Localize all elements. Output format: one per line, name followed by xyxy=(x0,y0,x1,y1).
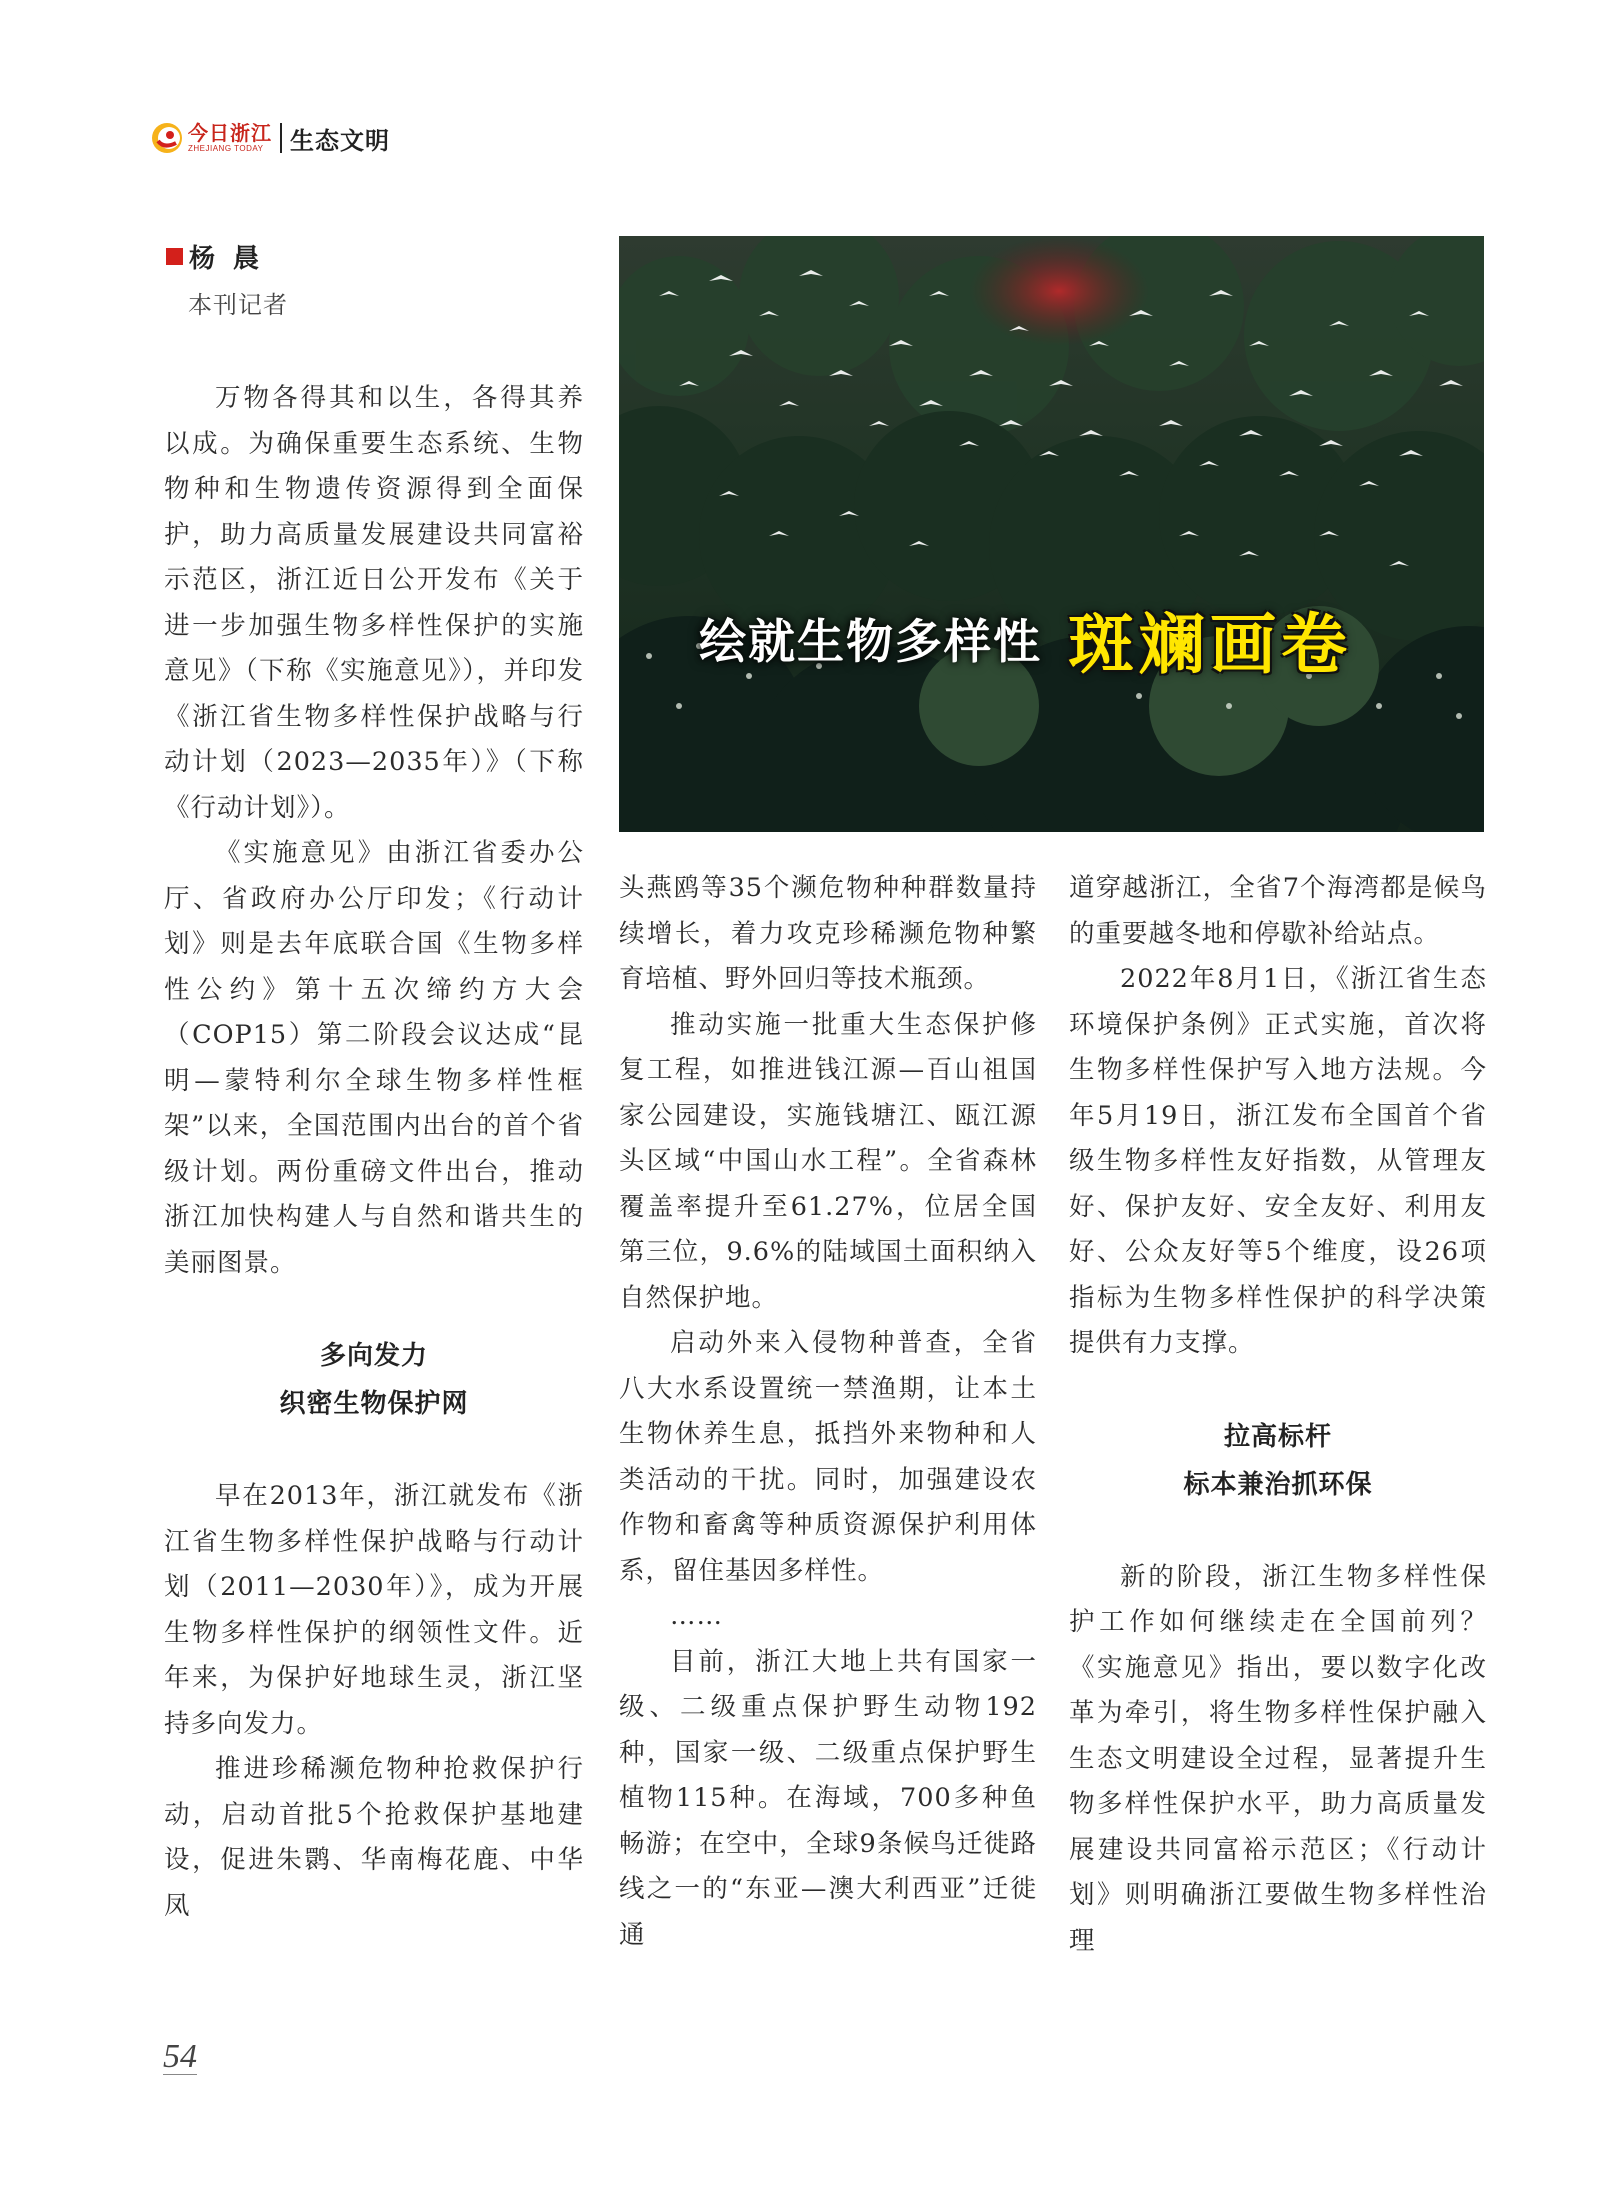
magazine-logo-icon xyxy=(150,121,184,155)
text-column-2 xyxy=(619,866,1037,1958)
paragraph: 新的阶段，浙江生物多样性保护工作如何继续走在全国前列？《实施意见》指出，要以数字化改革为牵引，将生物多样性保护融入生态文明建设全过程，显著提升生物多样性保护水平，助力高质量发展建设共同富裕示范区；《行动计划》则明确浙江要做生物多样性治理 xyxy=(1069,1561,1487,1956)
subheading-line2: 织密生物保护网 xyxy=(279,1389,469,1419)
byline xyxy=(166,238,277,275)
paragraph: 推进珍稀濒危物种抢救保护行动，启动首批5个抢救保护基地建设，促进朱鹮、华南梅花鹿、中华凤 xyxy=(164,1754,584,1921)
paragraph: 2022年8月1日，《浙江省生态环境保护条例》正式实施，首次将生物多样性保护写入地方法规。今年5月19日，浙江发布全国首个省级生物多样性友好指数，从管理友好、保护友好、安全友好、利用友好、公众友好等5个维度，设26项指标为生物多样性保护的科学决策提供有力支撑。 xyxy=(1069,964,1487,1358)
paragraph: 早在2013年，浙江就发布《浙江省生物多样性保护战略与行动计划（2011—2030年）》，成为开展生物多样性保护的纲领性文件。近年来，为保护好地球生灵，浙江坚持多向发力。 xyxy=(164,1481,584,1739)
subheading-line1: 多向发力 xyxy=(319,1341,428,1371)
paragraph: 推动实施一批重大生态保护修复工程，如推进钱江源—百山祖国家公园建设，实施钱塘江、瓯江源头区域“中国山水工程”。全省森林覆盖率提升至61.27%，位居全国第三位，9.6%的陆域国土面积纳入自然保护地。 xyxy=(619,1009,1037,1313)
magazine-header xyxy=(150,118,390,158)
logo-english-name: ZHEJIANG TODAY xyxy=(188,144,264,153)
logo-chinese-name: 今日浙江 xyxy=(188,121,272,145)
paragraph: 《实施意见》由浙江省委办公厅、省政府办公厅印发；《行动计划》则是去年底联合国《生物多样性公约》第十五次缔约方大会（COP15）第二阶段会议达成“昆明—蒙特利尔全球生物多样性框架”以来，全国范围内出台的首个省级计划。两份重磅文件出台，推动浙江加快构建人与自然和谐共生的美丽图景。 xyxy=(164,838,584,1278)
hero-title xyxy=(699,588,1459,688)
paragraph: 目前，浙江大地上共有国家一级、二级重点保护野生动物192种，国家一级、二级重点保护野生植物115种。在海域，700多种鱼畅游；在空中，全球9条候鸟迁徙路线之一的“东亚—澳大利西亚”迁徙通 xyxy=(619,1646,1037,1950)
author-name: 杨晨 xyxy=(189,244,278,274)
paragraph: 启动外来入侵物种普查，全省八大水系设置统一禁渔期，让本土生物休养生息，抵挡外来物种和人类活动的干扰。同时，加强建设农作物和畜禽等种质资源保护利用体系，留住基因多样性。 xyxy=(619,1328,1037,1586)
paragraph: 道穿越浙江，全省7个海湾都是候鸟的重要越冬地和停歇补给站点。 xyxy=(1069,873,1487,949)
ellipsis: …… xyxy=(670,1601,723,1631)
text-column-3 xyxy=(1069,866,1487,1964)
egrets-forest-photo xyxy=(619,236,1484,832)
page-number: 54 xyxy=(163,2038,197,2075)
magazine-logo-text xyxy=(188,123,272,153)
paragraph: 头燕鸥等35个濒危物种种群数量持续增长，着力攻克珍稀濒危物种繁育培植、野外回归等技术瓶颈。 xyxy=(619,873,1037,994)
subheading-line1: 拉高标杆 xyxy=(1223,1421,1332,1452)
paragraph: 万物各得其和以生，各得其养以成。为确保重要生态系统、生物物种和生物遗传资源得到全面保护，助力高质量发展建设共同富裕示范区，浙江近日公开发布《关于进一步加强生物多样性保护的实施意见》（下称《实施意见》），并印发《浙江省生物多样性保护战略与行动计划（2023—2035年）》（下称《行动计划》）。 xyxy=(164,383,584,823)
hero-title-white: 绘就生物多样性 xyxy=(699,614,1042,670)
byline-marker-icon xyxy=(166,248,183,265)
section-name: 生态文明 xyxy=(290,126,390,155)
hero-photo xyxy=(619,236,1484,832)
header-divider xyxy=(280,123,282,153)
subheading-line2: 标本兼治抓环保 xyxy=(1183,1469,1373,1500)
author-role: 本刊记者 xyxy=(188,291,288,319)
text-column-1 xyxy=(164,376,584,1929)
hero-title-yellow: 斑斓画卷 xyxy=(1068,605,1352,683)
